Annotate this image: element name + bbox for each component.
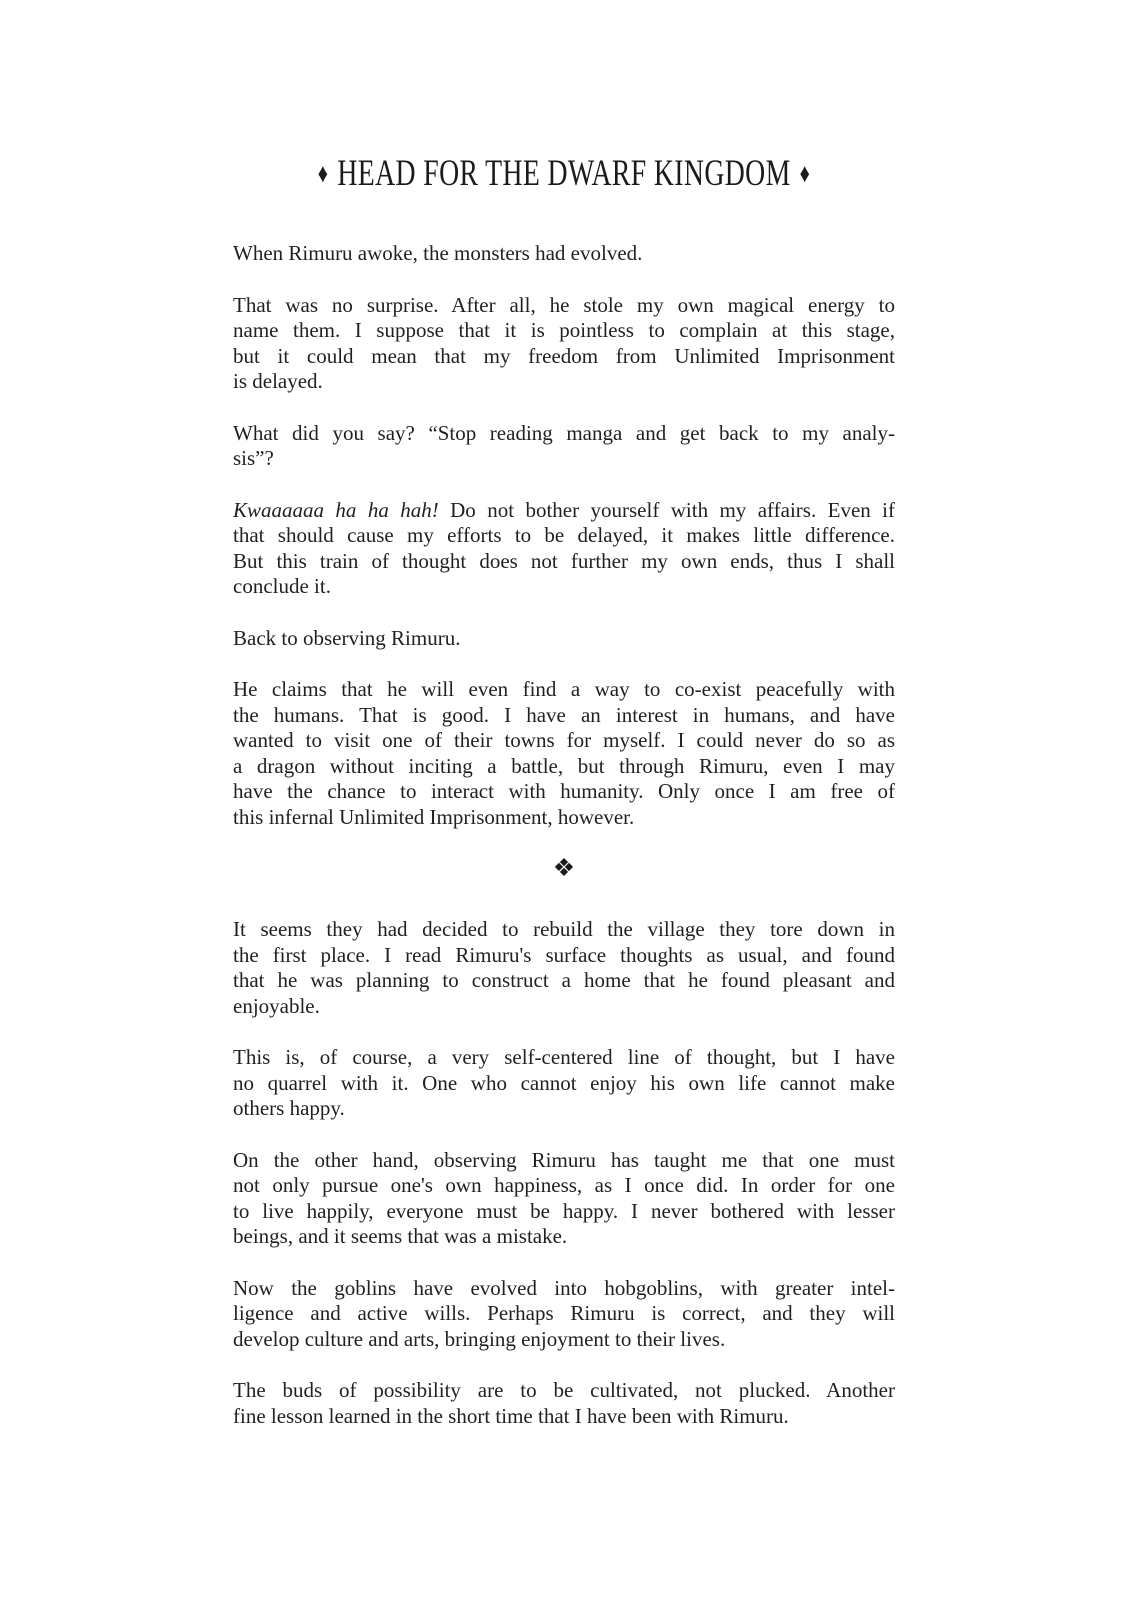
paragraph-line: name them. I suppose that it is pointless to complain at this stage, — [233, 318, 895, 342]
paragraph-line: sis”? — [233, 446, 274, 470]
paragraph-line: is delayed. — [233, 369, 323, 393]
paragraph-line: He claims that he will even find a way to co-exist peacefully with — [233, 677, 895, 701]
paragraph-line: That was no surprise. After all, he stole my own magical energy to — [233, 292, 895, 317]
paragraph-line: develop culture and arts, bringing enjoyment to their lives. — [233, 1326, 726, 1351]
paragraph-line: to live happily, everyone must be happy. I never bothered with lesser — [233, 1198, 895, 1223]
paragraph-line: wanted to visit one of their towns for myself. I could never do so as — [233, 728, 895, 752]
paragraph — [233, 1148, 895, 1250]
paragraph-line: What did you say? “Stop reading manga and get back to my analy- — [233, 420, 895, 445]
chapter-title — [316, 152, 813, 195]
diamond-icon: ♦ — [799, 158, 811, 188]
paragraph-line: It seems they had decided to rebuild the village they tore down in — [233, 917, 895, 941]
paragraph — [233, 1276, 895, 1353]
paragraph-line: Kwaaaaaa ha ha hah! Do not bother yourself with my affairs. Even if — [233, 497, 895, 522]
paragraph-line: that he was planning to construct a home that he found pleasant and — [233, 968, 895, 992]
paragraph — [233, 626, 895, 652]
paragraph-line: On the other hand, observing Rimuru has taught me that one must — [233, 1147, 895, 1172]
paragraph-line: beings, and it seems that was a mistake. — [233, 1224, 568, 1248]
paragraph-line: Now the goblins have evolved into hobgoblins, with greater intel- — [233, 1275, 895, 1300]
paragraph-line: When Rimuru awoke, the monsters had evolved. — [233, 241, 643, 265]
paragraph-line: This is, of course, a very self-centered line of thought, but I have — [233, 1045, 895, 1069]
paragraph — [233, 1045, 895, 1122]
section-break — [233, 856, 895, 881]
paragraph-line: not only pursue one's own happiness, as I once did. In order for one — [233, 1173, 895, 1197]
paragraph — [233, 1378, 895, 1429]
paragraph-line: that should cause my efforts to be delayed, it makes little difference. — [233, 523, 895, 547]
paragraph-line: conclude it. — [233, 574, 331, 598]
paragraph-line: Back to observing Rimuru. — [233, 625, 461, 650]
paragraph-line: fine lesson learned in the short time that I have been with Rimuru. — [233, 1403, 789, 1428]
paragraph-line: the humans. That is good. I have an interest in humans, and have — [233, 702, 895, 727]
chapter-title-text: HEAD FOR THE DWARF KINGDOM — [337, 153, 791, 194]
paragraph — [233, 498, 895, 600]
paragraph-line: this infernal Unlimited Imprisonment, however. — [233, 804, 635, 829]
paragraph-line: But this train of thought does not further my own ends, thus I shall — [233, 548, 895, 573]
paragraph — [233, 293, 895, 395]
paragraph-line: have the chance to interact with humanity. Only once I am free of — [233, 779, 895, 803]
paragraph-line: a dragon without inciting a battle, but through Rimuru, even I may — [233, 753, 895, 778]
paragraph-line: ligence and active wills. Perhaps Rimuru is correct, and they will — [233, 1301, 895, 1325]
paragraph — [233, 917, 895, 1019]
text-column — [233, 152, 895, 1455]
paragraph — [233, 677, 895, 830]
paragraph-line: no quarrel with it. One who cannot enjoy his own life cannot make — [233, 1070, 895, 1095]
diamond-icon: ♦ — [317, 158, 329, 188]
paragraph-line: the first place. I read Rimuru's surface thoughts as usual, and found — [233, 942, 895, 967]
italic-phrase: Kwaaaaaa ha ha hah! — [233, 497, 439, 522]
paragraph-line: The buds of possibility are to be cultivated, not plucked. Another — [233, 1378, 895, 1402]
paragraph — [233, 241, 895, 267]
paragraph-line: others happy. — [233, 1096, 345, 1120]
text-body — [233, 241, 895, 1429]
paragraph-line: but it could mean that my freedom from Unlimited Imprisonment — [233, 343, 895, 368]
paragraph — [233, 421, 895, 472]
paragraph-line: enjoyable. — [233, 993, 320, 1018]
fleuron-icon: ❖ — [552, 855, 576, 882]
